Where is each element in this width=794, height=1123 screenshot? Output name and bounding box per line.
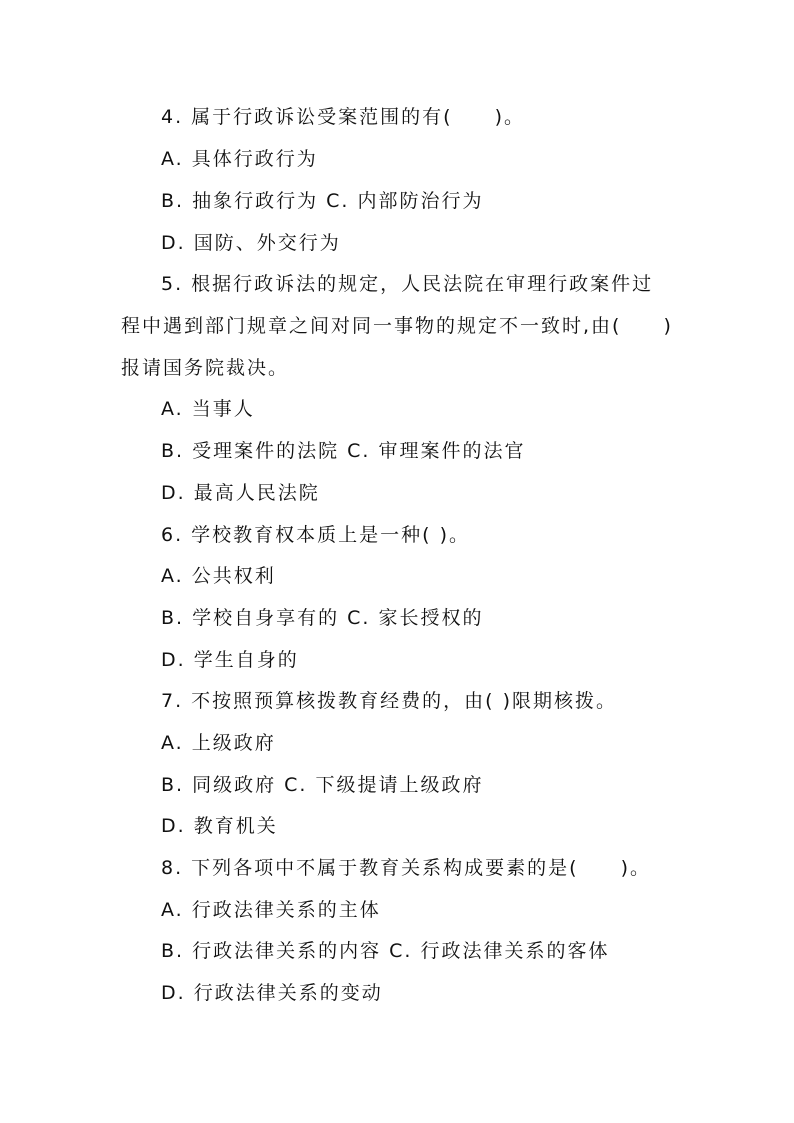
question-8-option-b-c: B. 行政法律关系的内容 C. 行政法律关系的客体: [161, 940, 610, 962]
question-4-option-b-c: B. 抽象行政行为 C. 内部防治行为: [161, 190, 484, 212]
question-5-stem-line-1: 5. 根据行政诉法的规定，人民法院在审理行政案件过: [161, 273, 654, 295]
question-8-option-a: A. 行政法律关系的主体: [161, 899, 381, 921]
question-8-stem: 8. 下列各项中不属于教育关系构成要素的是( )。: [161, 857, 651, 879]
question-4-option-a: A. 具体行政行为: [161, 148, 318, 170]
question-4-stem: 4. 属于行政诉讼受案范围的有( )。: [161, 106, 525, 128]
question-5-option-b-c: B. 受理案件的法院 C. 审理案件的法官: [161, 440, 526, 462]
question-5-option-a: A. 当事人: [161, 398, 255, 420]
question-8-option-d: D. 行政法律关系的变动: [161, 982, 383, 1004]
question-7-option-d: D. 教育机关: [161, 815, 278, 837]
question-6-option-b-c: B. 学校自身享有的 C. 家长授权的: [161, 607, 484, 629]
question-7-option-b-c: B. 同级政府 C. 下级提请上级政府: [161, 774, 484, 796]
question-5-stem-line-2: 程中遇到部门规章之间对同一事物的规定不一致时,由( ): [121, 315, 673, 337]
question-5-stem-line-3: 报请国务院裁决。: [121, 357, 290, 379]
question-7-stem: 7. 不按照预算核拨教育经费的，由( )限期核拨。: [161, 690, 618, 712]
question-4-option-d: D. 国防、外交行为: [161, 232, 341, 254]
question-6-stem: 6. 学校教育权本质上是一种( )。: [161, 524, 471, 546]
question-6-option-a: A. 公共权利: [161, 565, 276, 587]
question-6-option-d: D. 学生自身的: [161, 649, 299, 671]
question-5-option-d: D. 最高人民法院: [161, 482, 320, 504]
question-7-option-a: A. 上级政府: [161, 732, 276, 754]
